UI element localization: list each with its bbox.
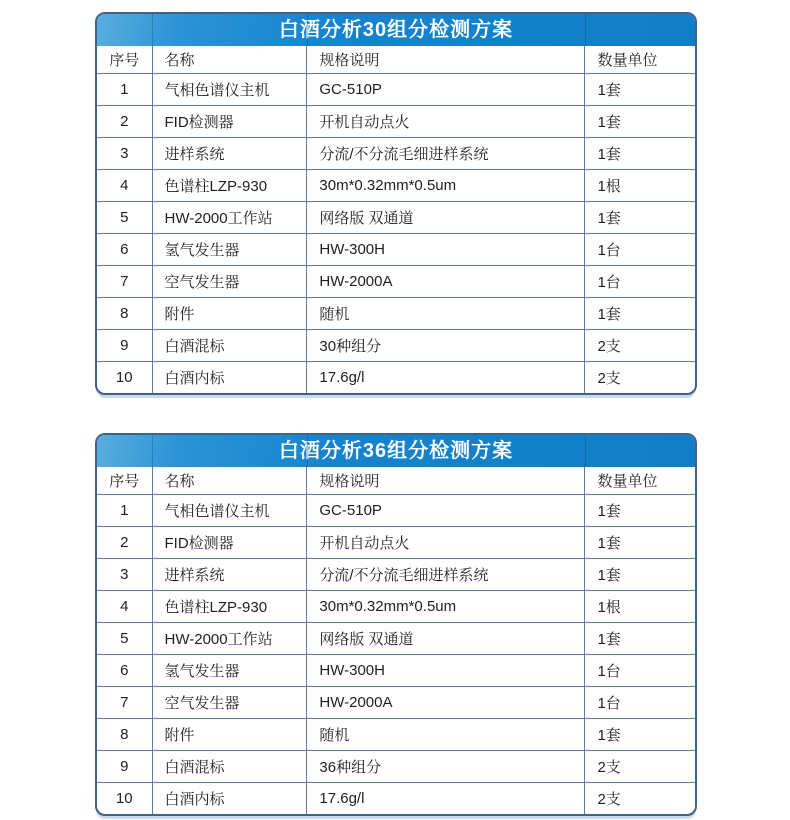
table-title: 白酒分析36组分检测方案 xyxy=(97,435,695,467)
table-cell: 17.6g/l xyxy=(307,362,585,394)
column-header: 名称 xyxy=(152,467,307,495)
table-header xyxy=(97,467,695,495)
table-cell: 10 xyxy=(97,783,152,815)
table-cell: FID检测器 xyxy=(152,106,307,138)
header-row xyxy=(97,467,695,495)
table-cell: 7 xyxy=(97,687,152,719)
table-row xyxy=(97,362,695,394)
table-cell: 1 xyxy=(97,74,152,106)
column-header: 名称 xyxy=(152,46,307,74)
column-divider xyxy=(585,14,586,46)
table-cell: 30m*0.32mm*0.5um xyxy=(307,591,585,623)
table-cell: 1套 xyxy=(585,495,695,527)
table-cell: 5 xyxy=(97,623,152,655)
table-cell: HW-2000A xyxy=(307,687,585,719)
table-row xyxy=(97,687,695,719)
table-cell: 色谱柱LZP-930 xyxy=(152,170,307,202)
column-divider xyxy=(307,435,308,467)
detection-plan-card-36 xyxy=(95,433,697,816)
table-cell: 附件 xyxy=(152,719,307,751)
table-cell: 2支 xyxy=(585,783,695,815)
table-cell: 1套 xyxy=(585,298,695,330)
table-cell: 2 xyxy=(97,106,152,138)
column-divider xyxy=(152,435,153,467)
table-body xyxy=(97,495,695,815)
table-cell: 1 xyxy=(97,495,152,527)
table-cell: 1套 xyxy=(585,719,695,751)
table-cell: 白酒混标 xyxy=(152,330,307,362)
column-header: 规格说明 xyxy=(307,46,585,74)
table-cell: 1台 xyxy=(585,687,695,719)
table-cell: 开机自动点火 xyxy=(307,527,585,559)
table-cell: GC-510P xyxy=(307,495,585,527)
table-cell: FID检测器 xyxy=(152,527,307,559)
table-cell: 5 xyxy=(97,202,152,234)
column-header: 数量单位 xyxy=(585,46,695,74)
table-cell: 随机 xyxy=(307,298,585,330)
table-cell: 白酒内标 xyxy=(152,362,307,394)
table-row xyxy=(97,559,695,591)
table-cell: 3 xyxy=(97,138,152,170)
table-cell: 1根 xyxy=(585,591,695,623)
table-cell: HW-300H xyxy=(307,234,585,266)
table-cell: 网络版 双通道 xyxy=(307,202,585,234)
table-cell: 1根 xyxy=(585,170,695,202)
table-cell: 2支 xyxy=(585,751,695,783)
table-row xyxy=(97,74,695,106)
table-row xyxy=(97,106,695,138)
table-cell: 17.6g/l xyxy=(307,783,585,815)
table-row xyxy=(97,527,695,559)
table-row xyxy=(97,170,695,202)
table-cell: 进样系统 xyxy=(152,559,307,591)
table-cell: 4 xyxy=(97,591,152,623)
table-cell: 空气发生器 xyxy=(152,266,307,298)
table-row xyxy=(97,495,695,527)
detection-plan-card-30 xyxy=(95,12,697,395)
table-cell: 网络版 双通道 xyxy=(307,623,585,655)
table-cell: 8 xyxy=(97,719,152,751)
table-cell: 1套 xyxy=(585,623,695,655)
table-cell: 白酒内标 xyxy=(152,783,307,815)
table-cell: 8 xyxy=(97,298,152,330)
table-cell: 4 xyxy=(97,170,152,202)
table-cell: GC-510P xyxy=(307,74,585,106)
column-divider xyxy=(152,14,153,46)
table-cell: 1套 xyxy=(585,106,695,138)
table-cell: HW-2000工作站 xyxy=(152,623,307,655)
table-row xyxy=(97,655,695,687)
column-header: 数量单位 xyxy=(585,467,695,495)
table-cell: 7 xyxy=(97,266,152,298)
table-cell: 36种组分 xyxy=(307,751,585,783)
column-divider xyxy=(307,14,308,46)
table-cell: 色谱柱LZP-930 xyxy=(152,591,307,623)
table-row xyxy=(97,751,695,783)
column-header: 序号 xyxy=(97,467,152,495)
table-cell: 氢气发生器 xyxy=(152,655,307,687)
table-row xyxy=(97,330,695,362)
table-cell: 1套 xyxy=(585,559,695,591)
table-cell: 附件 xyxy=(152,298,307,330)
table-cell: 1台 xyxy=(585,266,695,298)
table-row xyxy=(97,623,695,655)
table-cell: 2支 xyxy=(585,330,695,362)
column-header: 序号 xyxy=(97,46,152,74)
table-cell: 1套 xyxy=(585,202,695,234)
table-cell: HW-2000A xyxy=(307,266,585,298)
table-cell: 3 xyxy=(97,559,152,591)
table-cell: 1台 xyxy=(585,655,695,687)
spec-table xyxy=(97,467,695,814)
header-row xyxy=(97,46,695,74)
table-header xyxy=(97,46,695,74)
table-row xyxy=(97,591,695,623)
table-cell: 分流/不分流毛细进样系统 xyxy=(307,559,585,591)
table-row xyxy=(97,783,695,815)
table-cell: 1套 xyxy=(585,74,695,106)
table-title: 白酒分析30组分检测方案 xyxy=(97,14,695,46)
table-cell: 2支 xyxy=(585,362,695,394)
table-cell: 气相色谱仪主机 xyxy=(152,74,307,106)
table-row xyxy=(97,234,695,266)
spec-table xyxy=(97,46,695,393)
table-cell: 1套 xyxy=(585,527,695,559)
table-cell: 开机自动点火 xyxy=(307,106,585,138)
table-row xyxy=(97,719,695,751)
table-cell: 9 xyxy=(97,330,152,362)
table-cell: HW-2000工作站 xyxy=(152,202,307,234)
column-divider xyxy=(585,435,586,467)
table-cell: 1台 xyxy=(585,234,695,266)
table-cell: 随机 xyxy=(307,719,585,751)
table-cell: 30种组分 xyxy=(307,330,585,362)
table-row xyxy=(97,138,695,170)
table-cell: 9 xyxy=(97,751,152,783)
table-cell: 6 xyxy=(97,655,152,687)
table-cell: 氢气发生器 xyxy=(152,234,307,266)
table-cell: 6 xyxy=(97,234,152,266)
table-cell: 2 xyxy=(97,527,152,559)
table-body xyxy=(97,74,695,394)
table-cell: 白酒混标 xyxy=(152,751,307,783)
table-cell: 进样系统 xyxy=(152,138,307,170)
table-cell: 气相色谱仪主机 xyxy=(152,495,307,527)
table-cell: 分流/不分流毛细进样系统 xyxy=(307,138,585,170)
table-cell: 30m*0.32mm*0.5um xyxy=(307,170,585,202)
table-cell: 1套 xyxy=(585,138,695,170)
column-header: 规格说明 xyxy=(307,467,585,495)
table-row xyxy=(97,298,695,330)
table-row xyxy=(97,202,695,234)
table-cell: 空气发生器 xyxy=(152,687,307,719)
table-cell: HW-300H xyxy=(307,655,585,687)
table-cell: 10 xyxy=(97,362,152,394)
table-row xyxy=(97,266,695,298)
